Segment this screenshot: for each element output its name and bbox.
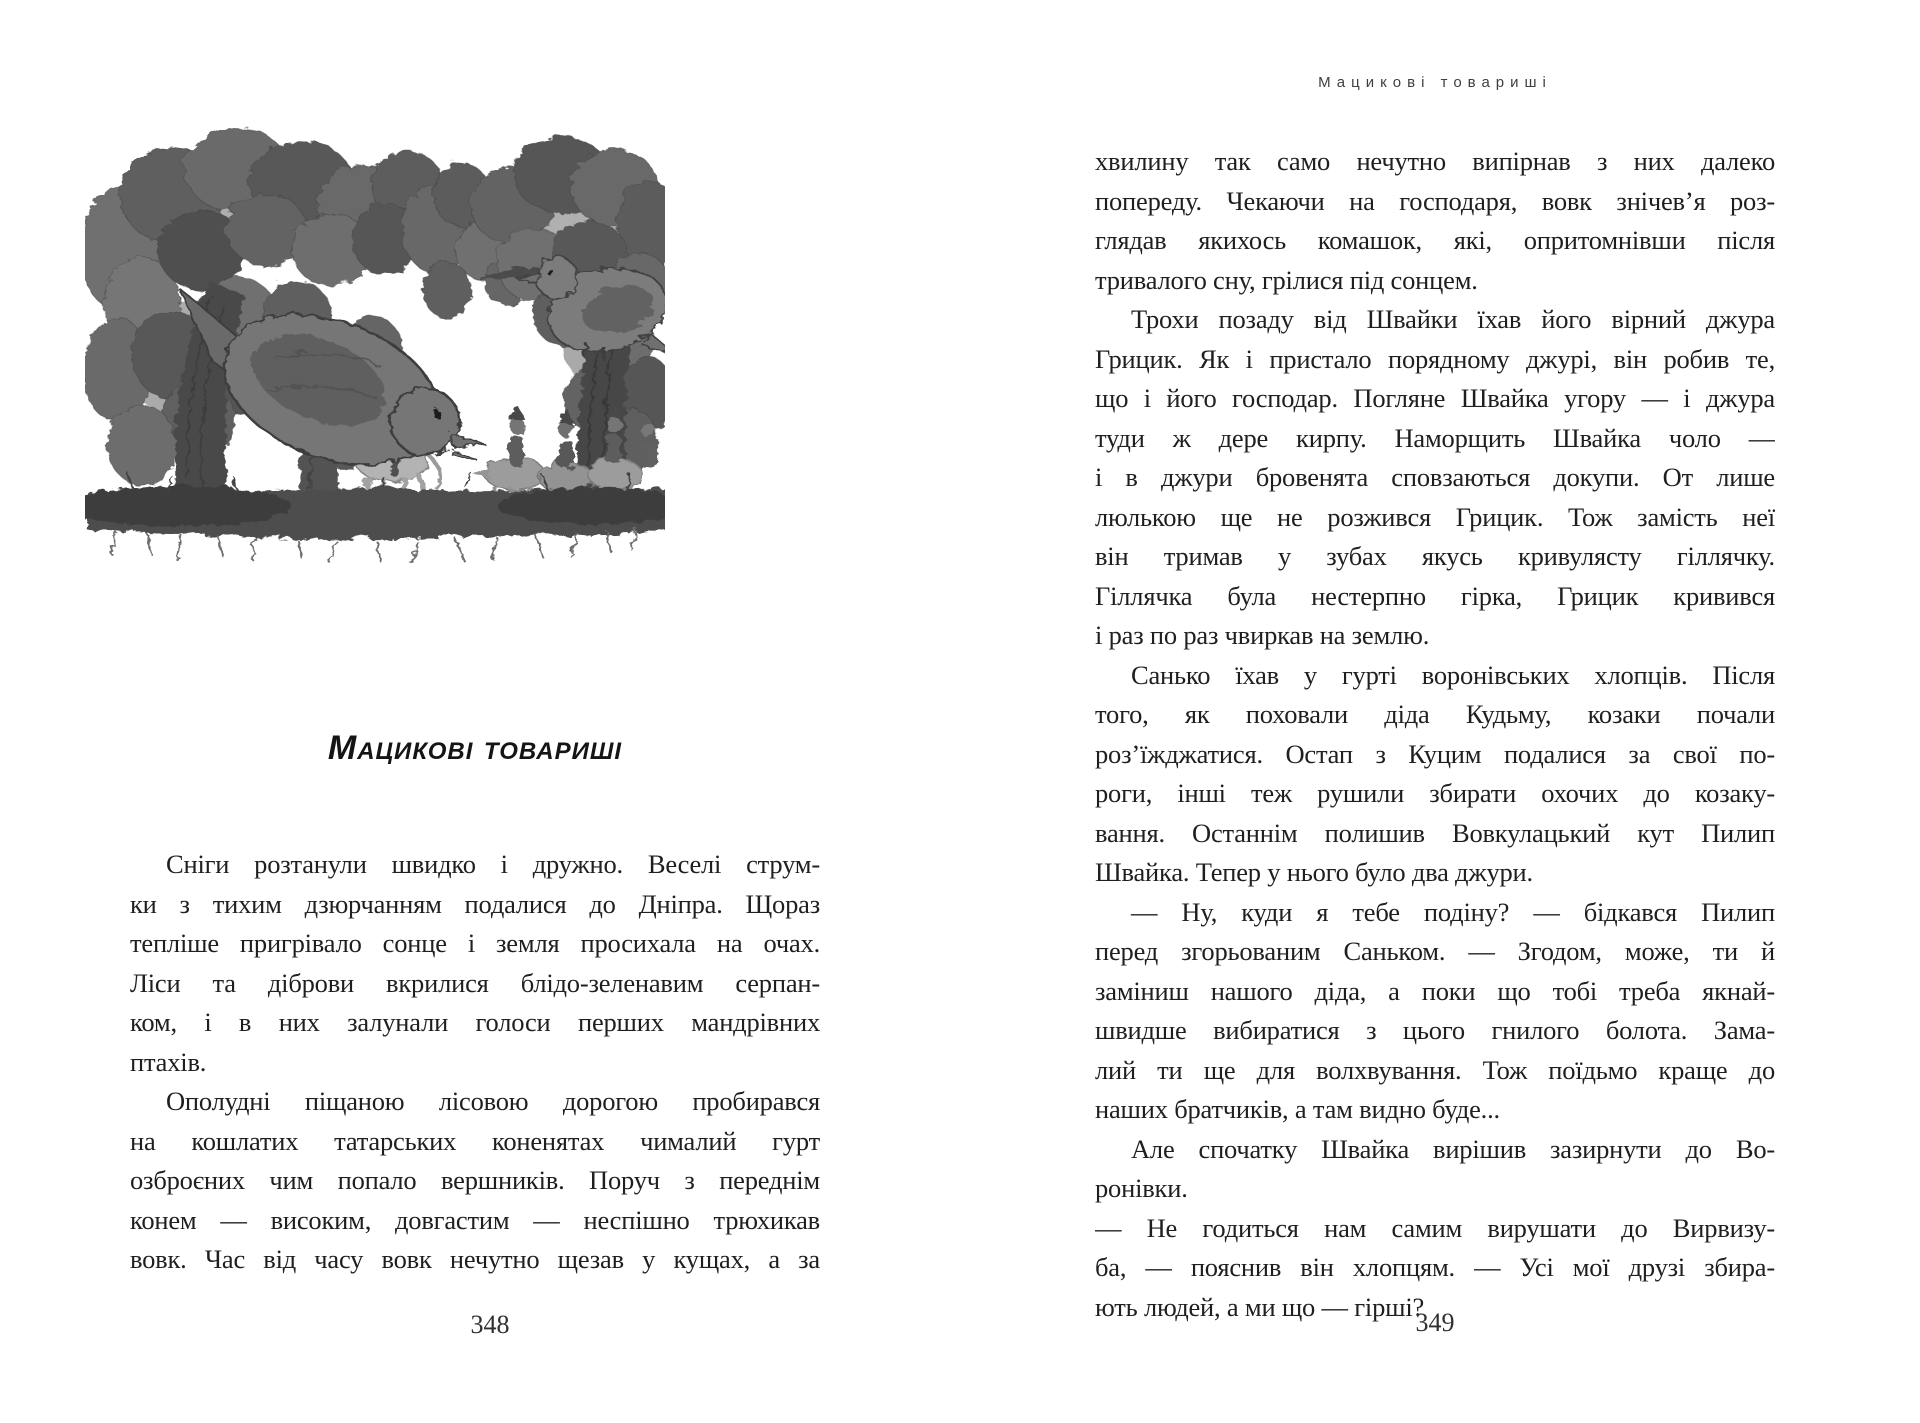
text-line: ба, — пояснив він хлопцям. — Усі мої друзі збира- — [1095, 1252, 1775, 1282]
text-line: і в джури бровенята сповзаються докупи. От лише — [1095, 462, 1775, 492]
text-line: Санько їхав у гурті воронівських хлопців. Після — [1131, 659, 1775, 690]
text-line: Грицик. Як і пристало порядному джурі, він робив те, — [1095, 343, 1775, 374]
text-line: швидше вибиратися з цього гнилого болота. Зама- — [1095, 1015, 1775, 1045]
text-line: наших братчиків, а там видно буде... — [1095, 1094, 1500, 1124]
text-line: ком, і в них залунали голоси перших мандрівних — [130, 1007, 820, 1037]
text-line: Трохи позаду від Швайки їхав його вірний джура — [1131, 304, 1775, 334]
text-line: перед згорьованим Саньком. — Згодом, може, ти й — [1095, 936, 1775, 966]
chapter-illustration — [85, 98, 665, 570]
text-line: глядав якихось комашок, які, опритомнівши після — [1095, 225, 1775, 255]
text-line: на кошлатих татарських коненятах чималий гурт — [130, 1125, 820, 1156]
page-number-right: 349 — [1415, 1308, 1455, 1337]
text-line: хвилину так само нечутно випірнав з них далеко — [1095, 146, 1775, 176]
right-page-text — [1095, 142, 1775, 1327]
text-line: що і його господар. Погляне Швайка угору — і джура — [1095, 383, 1775, 413]
text-line: вовк. Час від часу вовк нечутно щезав у кущах, а за — [130, 1244, 820, 1274]
text-line: ронівки. — [1095, 1173, 1188, 1203]
text-line: Але спочатку Швайка вирішив зазирнути до Во- — [1131, 1133, 1775, 1164]
text-line: тепліше пригрівало сонце і земля просихала на очах. — [130, 928, 820, 958]
page-number-left: 348 — [470, 1310, 510, 1339]
text-line: Ополудні піщаною лісовою дорогою пробирався — [166, 1086, 820, 1116]
text-line: того, як поховали діда Кудьму, козаки почали — [1095, 699, 1775, 729]
text-line: люлькою ще не розжився Грицик. Тож замість неї — [1095, 501, 1775, 532]
text-line: птахів. — [130, 1046, 207, 1077]
text-line: — Ну, куди я тебе подіну? — бідкався Пилип — [1131, 896, 1775, 927]
text-line: Швайка. Тепер у нього було два джури. — [1095, 857, 1533, 887]
forest-birds-illustration — [85, 98, 665, 570]
text-line: озброєних чим попало вершників. Поруч з переднім — [130, 1165, 820, 1195]
text-line: заміниш нашого діда, а поки що тобі треба якнай- — [1095, 975, 1775, 1006]
text-line: — Не годиться нам самим вирушати до Вирвизу- — [1095, 1212, 1775, 1243]
text-line: він тримав у зубах якусь кривулясту гіллячку. — [1095, 541, 1775, 571]
text-line: Гіллячка була нестерпно гірка, Грицик кривився — [1095, 580, 1775, 611]
text-line: вання. Останнім полишив Вовкулацький кут Пилип — [1095, 817, 1775, 848]
text-line: роги, інші теж рушили збирати охочих до козаку- — [1095, 778, 1775, 808]
text-line: Сніги розтанули швидко і дружно. Веселі струм- — [166, 849, 820, 879]
chapter-title: Мацикові товариші — [327, 729, 623, 767]
text-line: попереду. Чекаючи на господаря, вовк знічев’я роз- — [1095, 185, 1775, 216]
left-page-text — [130, 845, 820, 1280]
text-line: ки з тихим дзюрчанням подалися до Дніпра. Щораз — [130, 888, 820, 919]
text-line: тривалого сну, грілися під сонцем. — [1095, 264, 1478, 295]
running-head: Мацикові товариші — [1318, 74, 1552, 91]
text-line: ють людей, а ми що — гірші? — [1095, 1291, 1425, 1322]
text-line: лий ти ще для волхвування. Тож поїдьмо краще до — [1095, 1054, 1775, 1085]
text-line: роз’їжджатися. Остап з Куцим подалися за свої по- — [1095, 738, 1775, 769]
text-line: туди ж дере кирпу. Наморщить Швайка чоло — — [1095, 422, 1775, 453]
text-line: Ліси та діброви вкрилися блідо-зеленавим серпан- — [130, 967, 820, 998]
text-line: і раз по раз чвиркав на землю. — [1095, 620, 1430, 650]
text-line: конем — високим, довгастим — неспішно трюхикав — [130, 1204, 820, 1235]
